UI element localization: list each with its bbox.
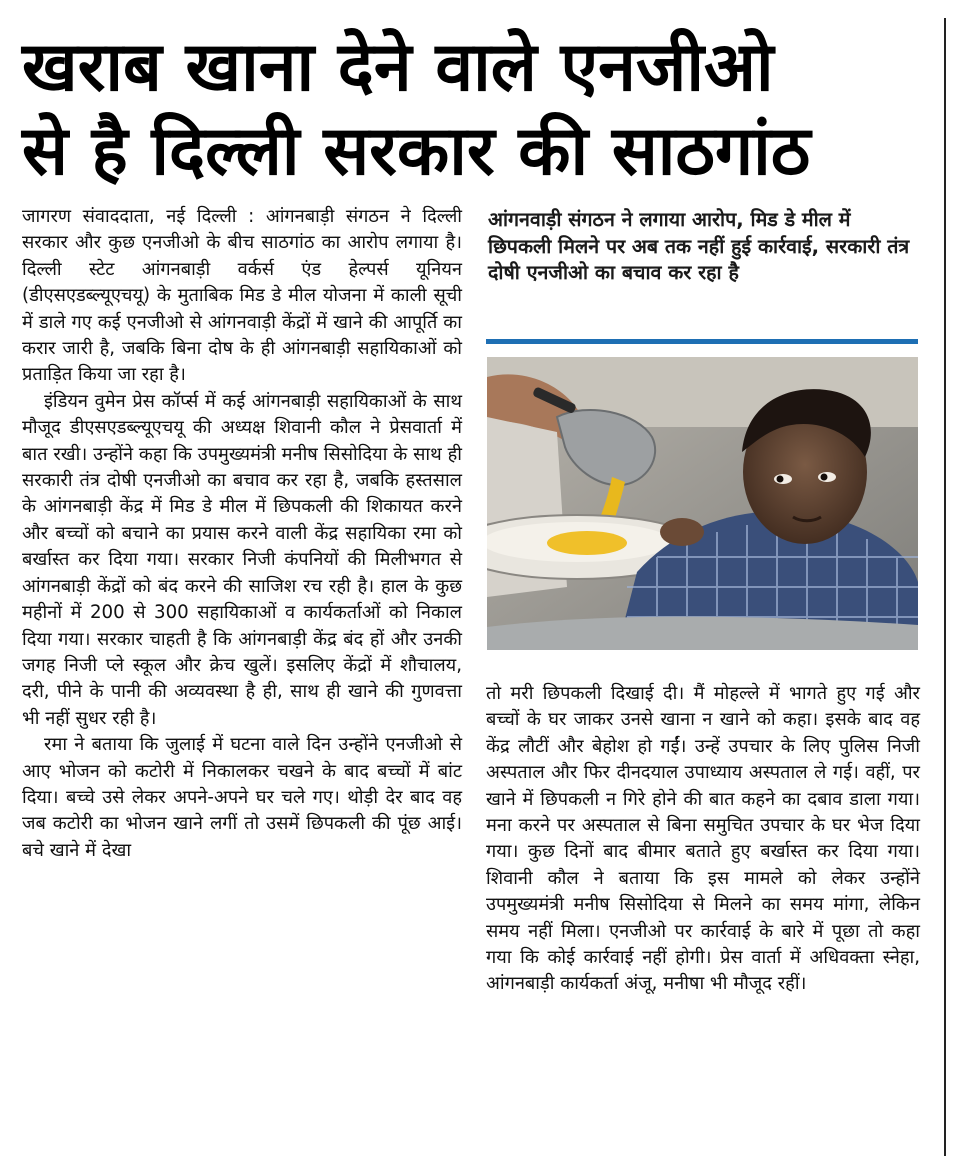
news-photo — [487, 357, 918, 650]
article-paragraph: इंडियन वुमेन प्रेस कॉर्प्स में कई आंगनबाड़ी सहायिकाओं के साथ मौजूद डीएसएडब्ल्यूएचयू की अध्यक्ष शिवानी कौल ने प्रेसवार्ता में बात रखी। उन्होंने कहा कि उपमुख्यमंत्री मनीष सिसोदिया के साथ ही सरकारी तंत्र दोषी एनजीओ का बचाव कर रहा है, जबकि हस्तसाल के आंगनबाड़ी केंद्र में मिड डे मील में छिपकली की शिकायत करने और बच्चों को बचाने का प्रयास करने वाली केंद्र सहायिका रमा को बर्खास्त कर दिया गया। सरकार निजी कंपनियों की मिलीभगत से आंगनबाड़ी केंद्रों को बंद करने की साजिश रच रही है। हाल के कुछ महीनों में 200 से 300 सहायिकाओं व कार्यकर्ताओं को निकाल दिया गया। सरकार चाहती है कि आंगनबाड़ी केंद्र बंद हों और उनकी जगह निजी प्ले स्कूल और क्रेच खुलें। इसलिए केंद्रों में शौचालय, दरी, पीने के पानी की अव्यवस्था है ही, साथ ही खाने की गुणवत्ता भी नहीं सुधर रही है। — [22, 390, 462, 729]
article-paragraph: तो मरी छिपकली दिखाई दी। मैं मोहल्ले में भागते हुए गई और बच्चों के घर जाकर उनसे खाना न खाने को कहा। इसके बाद वह केंद्र लौटीं और बेहोश हो गईं। उन्हें उपचार के लिए पुलिस निजी अस्पताल और फिर दीनदयाल उपाध्याय अस्पताल ले गई। वहीं, पर खाने में छिपकली न गिरे होने की बात कहने का दबाव डाला गया। मना करने पर अस्पताल से बिना समुचित उपचार के घर भेज दिया गया। कुछ दिनों बाद बीमार बताते हुए बर्खास्त कर दिया गया। शिवानी कौल ने बताया कि इस मामले को लेकर उन्होंने उपमुख्यमंत्री मनीष सिसोदिया से मिलने का समय मांगा, लेकिन समय नहीं मिला। एनजीओ पर कार्रवाई के बारे में पूछा तो कहा गया कि कोई कार्रवाई नहीं होगी। प्रेस वार्ता में अधिवक्ता स्नेहा, आंगनबाड़ी कार्यकर्ता अंजू, मनीषा भी मौजूद रहीं। — [486, 683, 920, 995]
deck-rule — [486, 339, 918, 344]
article-column-left — [22, 204, 462, 864]
column-divider — [944, 18, 946, 1156]
deck-subheadline: आंगनवाड़ी संगठन ने लगाया आरोप, मिड डे मील में छिपकली मिलने पर अब तक नहीं हुई कार्रवाई, सरकारी तंत्र दोषी एनजीओ का बचाव कर रहा है — [488, 208, 910, 284]
article-column-right — [486, 681, 920, 998]
child-receiving-food-photo-icon — [487, 357, 918, 650]
article-paragraph: जागरण संवाददाता, नई दिल्ली : आंगनबाड़ी संगठन ने दिल्ली सरकार और कुछ एनजीओ के बीच साठगांठ का आरोप लगाया है। दिल्ली स्टेट आंगनबाड़ी वर्कर्स एंड हेल्पर्स यूनियन (डीएसएडब्ल्यूएचयू) के मुताबिक मिड डे मील योजना में काली सूची में डाले गए कई एनजीओ से आंगनवाड़ी केंद्रों में खाने की आपूर्ति का करार जारी है, जबकि बिना दोष के ही आंगनबाड़ी सहायिकाओं को प्रताड़ित किया जा रहा है। — [22, 206, 462, 386]
headline — [22, 26, 937, 194]
headline-line-2: से है दिल्ली सरकार की साठगांठ — [22, 112, 811, 191]
article-paragraph: रमा ने बताया कि जुलाई में घटना वाले दिन उन्होंने एनजीओ से आए भोजन को कटोरी में निकालकर चखने के बाद बच्चों में बांट दिया। बच्चे उसे लेकर अपने-अपने घर चले गए। थोड़ी देर बाद वह जब कटोरी का भोजन खाने लगीं तो उसमें छिपकली की पूंछ आई। बचे खाने में देखा — [22, 734, 462, 861]
headline-line-1: खराब खाना देने वाले एनजीओ — [22, 28, 774, 107]
